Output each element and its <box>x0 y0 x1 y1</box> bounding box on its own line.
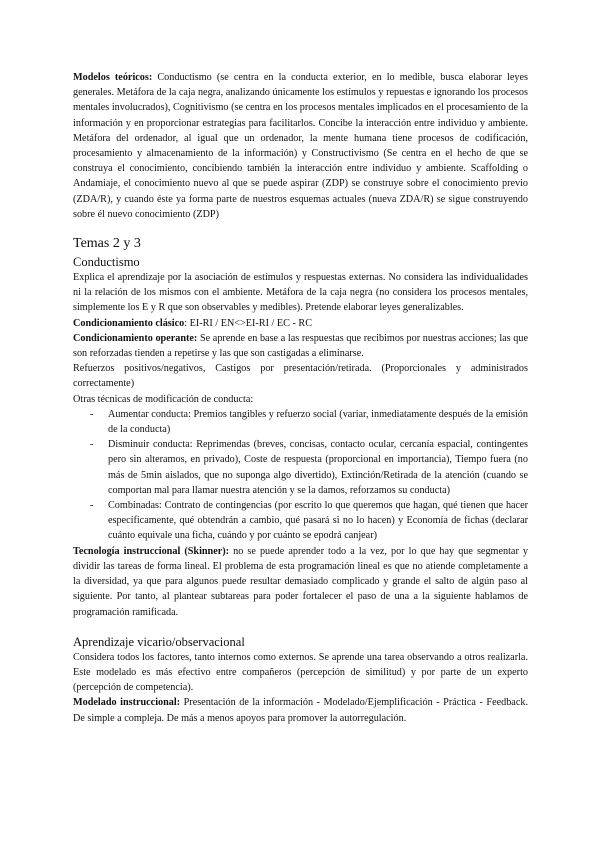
operante-text: Se aprende en base a las respuestas que recibimos por nuestras acciones; las que son reforzadas tienden a repetirse y las que son castigadas a eliminarse. <box>73 332 528 360</box>
list-dash: - <box>90 500 94 512</box>
intro-label: Modelos teóricos: <box>73 72 153 83</box>
condicionamiento-clasico <box>73 316 528 331</box>
modelado-instruccional <box>73 695 528 725</box>
tecnologia-label: Tecnología instruccional (Skinner): <box>73 545 230 557</box>
conductismo-heading: Conductismo <box>73 255 140 270</box>
list-item <box>73 437 528 498</box>
list-item-text: Disminuir conducta: Reprimendas (breves, concisas, contacto ocular, cercanía espacial, contingentes pero sin alteramos, en privado), Coste de respuesta (proporcional en importancia), Tiempo fuera (no más de 5min aislados, que no suponga algo divertido), Extinción/Retirada de la atención (cuando se comportan mal para llamar nuestra atención y se la damos, reforzamos su conducta) <box>108 439 528 496</box>
tecnicas-list <box>73 407 528 544</box>
list-item-text: Aumentar conducta: Premios tangibles y refuerzo social (variar, inmediatamente después de la emisión de la conducta) <box>108 408 528 436</box>
operante-label: Condicionamiento operante: <box>73 332 198 344</box>
condicionamiento-operante <box>73 331 528 361</box>
clasico-text: : EI-RI / EN<>EI-RI / EC - RC <box>184 317 313 329</box>
intro-text: Conductismo (se centra en la conducta exterior, en lo medible, busca elaborar leyes generales. Metáfora de la caja negra, analizando únicamente los estímulos y repuestas e ignorando los procesos mentales involucrados), Cognitivismo (se centra en los procesos mentales implicados en el procesamiento de la información y en proporcionar estrategias para facilitarlos. Concibe la interacción entre individuo y ambiente. Metáfora del ordenador, al igual que un ordenador, la mente humana tiene procesos de codificación, procesamiento y almacenamiento de la información) y Constructivismo (Se centra en el hecho de que se construya el conocimiento, concibiendo también la interacción entre individuo y ambiente. Scaffolding o Andamiaje, el conocimiento nuevo al que se puede aspirar (ZDP) se construye sobre el conocimiento previo (ZDA/R), y cuando éste ya forma parte de nuestros esquemas actuales (nueva ZDA/R) se sigue construyendo sobre él nuevo conocimiento (ZDP) <box>73 72 528 220</box>
section-title: Temas 2 y 3 <box>73 236 141 252</box>
refuerzos-paragraph: Refuerzos positivos/negativos, Castigos por presentación/retirada. (Proporcionales y administrados correctamente) <box>73 363 528 390</box>
list-item-text: Combinadas: Contrato de contingencias (por escrito lo que queremos que hagan, qué tienen que hacer específicamente, qué obtendrán a cambio, qué pasará si no lo hacen) y Economía de fichas (declarar cuánto equivale una ficha, cuándo y por cuánto se epodrá canjear) <box>108 500 528 542</box>
list-item <box>73 498 528 544</box>
list-dash: - <box>90 439 94 451</box>
tecnologia-instruccional <box>73 544 528 620</box>
list-dash: - <box>90 408 94 420</box>
page-content <box>73 70 528 726</box>
intro-paragraph <box>73 70 528 222</box>
modelado-text: Presentación de la información - Modelado/Ejemplificación - Práctica - Feedback. De simple a compleja. De más a menos apoyos para promover la autorregulación. <box>73 697 528 724</box>
clasico-label: Condicionamiento clásico <box>73 317 185 329</box>
vicario-heading: Aprendizaje vicario/observacional <box>73 634 245 649</box>
vicario-paragraph: Considera todos los factores, tanto internos como externos. Se aprende una tarea observando a otros realizarla. Este modelado es más efectivo entre compañeros (percepción de similitud) y por parte de un experto (percepción de competencia). <box>73 651 528 694</box>
list-item <box>73 407 528 437</box>
modelado-label: Modelado instruccional: <box>73 697 181 709</box>
tecnologia-text: no se puede aprender todo a la vez, por lo que hay que segmentar y dividir las tareas de forma lineal. El problema de esta programación lineal es que no atiende completamente a la diversidad, ya que para algunos puede resultar demasiado complicado y grande el salto de algún paso al siguiente. Por tanto, al plantear subtareas para poder fortalecer el paso de una a la siguiente hablamos de programación ramificada. <box>73 545 528 618</box>
conductismo-explanation: Explica el aprendizaje por la asociación de estímulos y respuestas externas. No considera las individualidades ni la relación de los mismos con el ambiente. Metáfora de la caja negra (no considera los procesos mentales, simplemente los E y R que son observables y medibles). Pretende elaborar leyes generalizables. <box>73 272 528 314</box>
otras-tecnicas-intro: Otras técnicas de modificación de conducta: <box>73 393 254 405</box>
